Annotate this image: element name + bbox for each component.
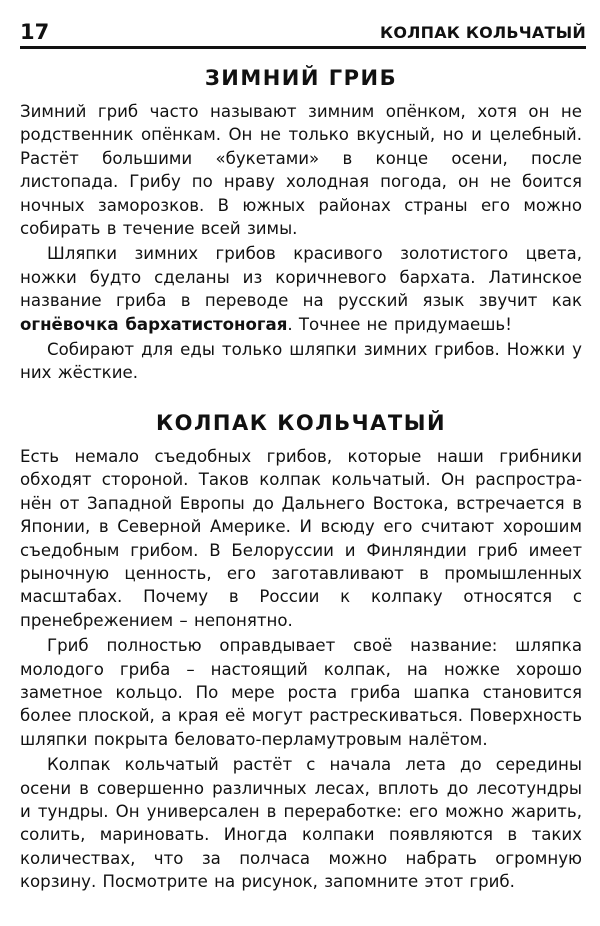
paragraph-gypsy-3: Колпак кольчатый растёт с начала лета до середины осени в совершенно различных лесах, вплоть до лесотундры и тундры. Он универсален в переработке: его можно жарить, солить, мариновать. Иногда колпаки появляются в таких количествах, что за полчаса можно набрать огромную корзину. Посмотрите на рисунок, запомните этот гриб. xyxy=(20,755,582,892)
running-title: КОЛПАК КОЛЬЧАТЫЙ xyxy=(380,23,586,42)
section-winter-mushroom xyxy=(20,62,582,385)
paragraph-winter-2-text-a: Шляпки зимних грибов красивого золотистого цвета, ножки будто сделаны из коричневого бархата. Латинское название гриба в переводе на русский язык звучит как xyxy=(20,244,582,311)
page-number: 17 xyxy=(20,20,50,44)
running-header xyxy=(20,14,586,49)
paragraph-winter-2 xyxy=(20,242,582,336)
latin-name-bold: огнёвочка бархатистоногая xyxy=(20,314,288,334)
paragraph-gypsy-2: Гриб полностью оправдывает своё название: шляпка молодого гриба – настоящий колпак, на ножке хорошо заметное кольцо. По мере роста гриба шапка становится более плоской, а края её могут растрескиваться. Поверхность шляпки покрыта беловато-перламутровым налётом. xyxy=(20,636,582,749)
paragraph-winter-1: Зимний гриб часто называют зимним опёнком, хотя он не родственник опёнкам. Он не только вкусный, но и целебный. Растёт большими «букетами» в конце осени, после листопада. Грибу по нраву холодная погода, он не боится ночных заморозков. В южных районах страны его можно собирать в течение всей зимы. xyxy=(20,102,582,239)
page-content xyxy=(20,56,582,894)
section-title-winter-mushroom: ЗИМНИЙ ГРИБ xyxy=(204,66,398,90)
paragraph-winter-2-text-b: . Точнее не придумаешь! xyxy=(287,314,512,334)
section-title-gypsy-mushroom: КОЛПАК КОЛЬЧАТЫЙ xyxy=(155,410,447,435)
section-gypsy-mushroom xyxy=(20,407,582,894)
paragraph-winter-3: Собирают для еды только шляпки зимних грибов. Ножки у них жёсткие. xyxy=(20,340,582,383)
paragraph-gypsy-1: Есть немало съедобных грибов, которые наши грибники обходят стороной. Таков колпак кольчатый. Он распространён от Западной Европы до Дальнего Востока, встречается в Японии, в Северной Америке. И всюду его считают хорошим съедобным грибом. В Белоруссии и Финляндии гриб имеет рыночную ценность, его заготавливают в промышленных масштабах. Почему в России к колпаку относятся с пренебрежением – непонятно. xyxy=(20,446,582,630)
